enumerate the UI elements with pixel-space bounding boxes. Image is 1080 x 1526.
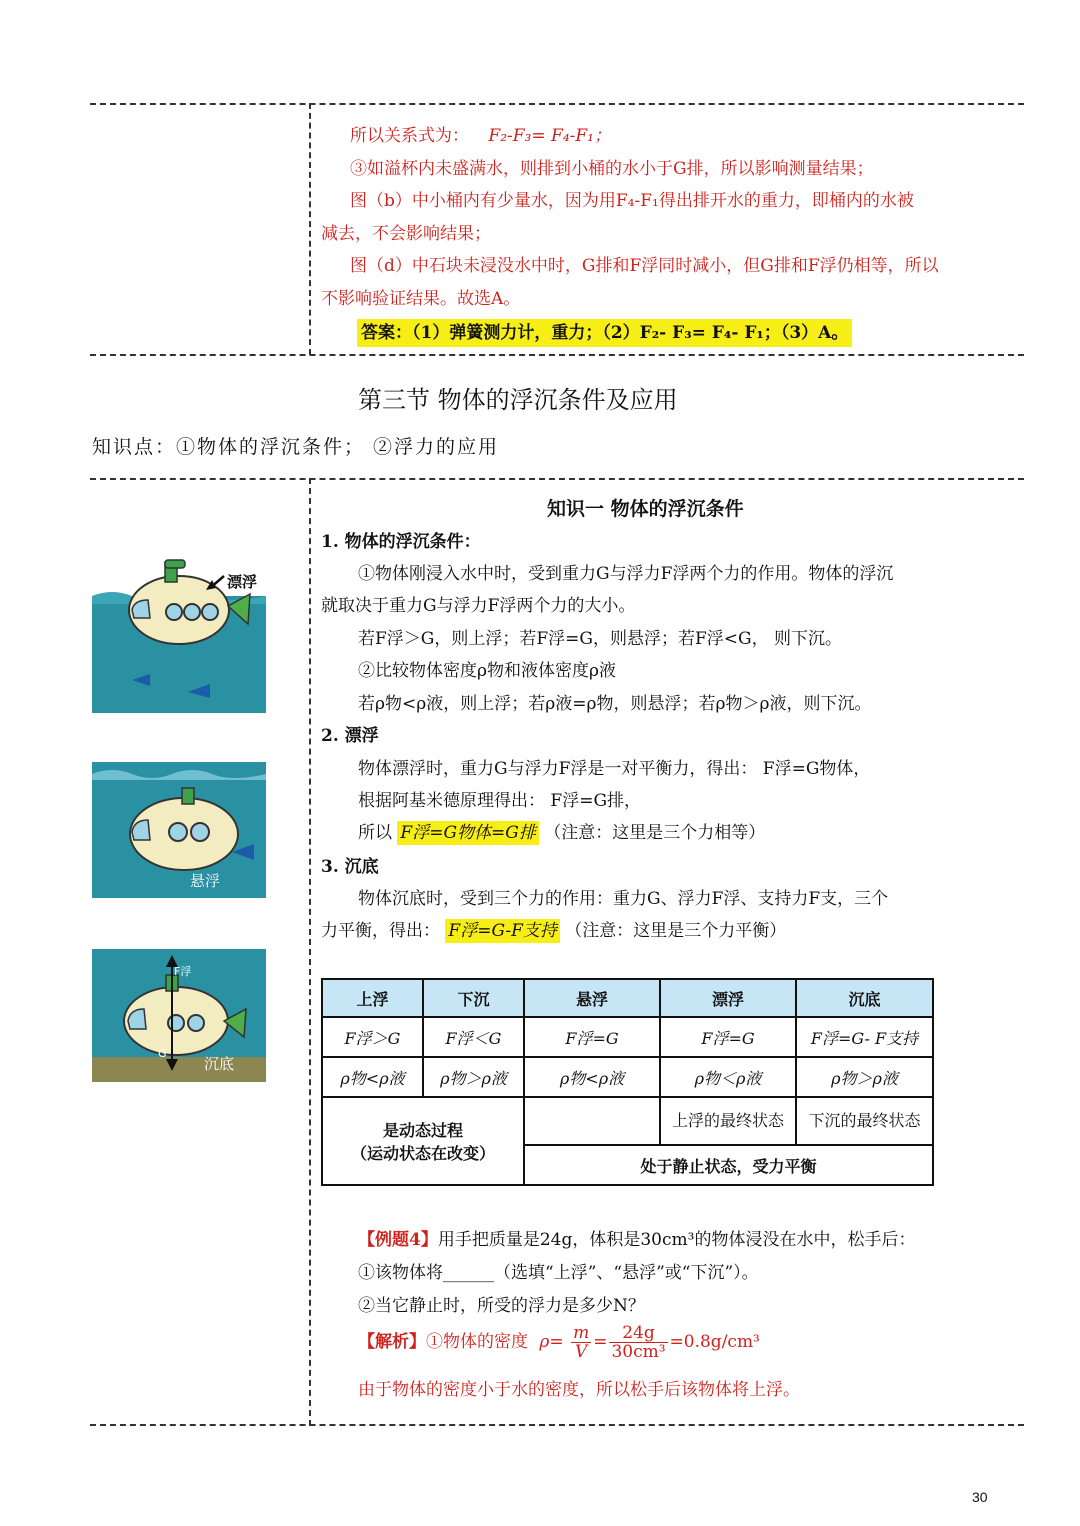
img2-label: 悬浮 [190, 872, 221, 890]
divider-section [90, 478, 1024, 480]
s3-line-1: 物体沉底时，受到三个力的作用：重力G、浮力F浮、支持力F支，三个 [358, 889, 889, 909]
table-header: 沉底 [796, 979, 933, 1017]
submarine-sinking-image [92, 949, 266, 1082]
s3-title: 3. 沉底 [321, 857, 379, 877]
table-row [322, 1097, 933, 1145]
example-question-2: ②当它静止时，所受的浮力是多少N？ [358, 1296, 645, 1316]
table-cell: F浮=G [660, 1017, 796, 1057]
section-title: 第三节 物体的浮沉条件及应用 [358, 386, 678, 414]
sinking-formula-highlight: F浮=G-F支持 [445, 919, 559, 943]
divider-bottom [90, 1424, 1024, 1426]
table-row [322, 1057, 933, 1097]
floating-formula-highlight: F浮=G物体=G排 [397, 821, 538, 845]
solution-line-5: 图（d）中石块未浸没水中时，G排和F浮同时减小，但G排和F浮仍相等，所以 [350, 256, 939, 276]
dynamic-process-cell: 是动态过程 （运动状态在改变） [322, 1097, 524, 1185]
answer-highlight: 答案：（1）弹簧测力计，重力；（2）F₂- F₃= F₄- F₁；（3）A。 [357, 319, 852, 347]
img3-force-top: F浮 [174, 965, 192, 978]
static-state-cell: 处于静止状态，受力平衡 [524, 1145, 933, 1185]
s1-line-2: 就取决于重力G与浮力F浮两个力的大小。 [321, 596, 636, 616]
analysis-label: 【解析】 [358, 1332, 426, 1352]
img3-force-bottom: G [158, 1047, 167, 1060]
solution-line-2: ③如溢杯内未盛满水，则排到小桶的水小于G排，所以影响测量结果； [350, 159, 874, 179]
submarine-suspended-image [92, 762, 266, 898]
table-cell: ρ物＞ρ液 [796, 1057, 933, 1097]
density-fraction-2: $\frac{24g}{\text{30cm³}}$ [611, 1323, 666, 1362]
s1-line-1: ①物体刚浸入水中时，受到重力G与浮力F浮两个力的作用。物体的浮沉 [358, 564, 894, 584]
divider-vertical-top [309, 103, 311, 355]
table-cell: F浮＜G [423, 1017, 524, 1057]
table-cell: F浮=G- F支持 [796, 1017, 933, 1057]
img1-label: 漂浮 [227, 573, 258, 591]
table-header-row [322, 979, 933, 1017]
table-cell: ρ物＜ρ液 [660, 1057, 796, 1097]
solution-line-4: 减去，不会影响结果； [321, 224, 491, 244]
img3-label: 沉底 [204, 1055, 235, 1073]
divider-vertical-main [309, 478, 311, 1426]
s1-line-5: 若ρ物<ρ液，则上浮；若ρ液=ρ物，则悬浮；若ρ物＞ρ液，则下沉。 [358, 694, 872, 714]
example-question-1: ①该物体将______（选填“上浮”、“悬浮”或“下沉”）。 [358, 1263, 759, 1283]
conclusion-line: 由于物体的密度小于水的密度，所以松手后该物体将上浮。 [358, 1380, 800, 1400]
s2-line-2: 根据阿基米德原理得出： F浮=G排， [358, 791, 642, 811]
sink-final-cell: 下沉的最终状态 [796, 1097, 933, 1145]
table-header: 悬浮 [524, 979, 660, 1017]
table-header: 上浮 [322, 979, 423, 1017]
solution-line-6: 不影响验证结果。故选A。 [321, 289, 521, 309]
example-title: 【例题4】 [358, 1230, 438, 1250]
table-cell: ρ物<ρ液 [524, 1057, 660, 1097]
knowledge-points: 知识点：①物体的浮沉条件； ②浮力的应用 [92, 436, 500, 458]
density-fraction-1: $\frac{m}{V}$ [573, 1323, 590, 1362]
divider-top [90, 103, 1024, 105]
s3-line-2: 力平衡，得出： F浮=G-F支持 （注意：这里是三个力平衡） [321, 921, 787, 941]
table-cell: ρ物＞ρ液 [423, 1057, 524, 1097]
table-cell: ρ物<ρ液 [322, 1057, 423, 1097]
solution-line-1: 所以关系式为： F₂-F₃= F₄-F₁； [350, 126, 611, 146]
table-row [322, 1017, 933, 1057]
table-cell: F浮＞G [322, 1017, 423, 1057]
relation-formula: F₂-F₃= F₄-F₁； [488, 126, 611, 146]
s2-title: 2. 漂浮 [321, 726, 379, 746]
s1-title: 1. 物体的浮沉条件： [321, 532, 481, 552]
floating-conditions-table [321, 978, 934, 1186]
submarine-floating-image [92, 554, 266, 713]
divider-mid [90, 354, 1024, 356]
s2-line-3: 所以 F浮=G物体=G排 （注意：这里是三个力相等） [358, 823, 766, 843]
knowledge-heading: 知识一 物体的浮沉条件 [547, 498, 744, 520]
table-header: 下沉 [423, 979, 524, 1017]
table-cell: F浮=G [524, 1017, 660, 1057]
table-cell-empty [524, 1097, 660, 1145]
table-header: 漂浮 [660, 979, 796, 1017]
example-stem: 【例题4】用手把质量是24g，体积是30cm³的物体浸没在水中，松手后： [358, 1230, 916, 1250]
float-final-cell: 上浮的最终状态 [660, 1097, 796, 1145]
s1-line-3: 若F浮＞G，则上浮；若F浮=G，则悬浮；若F浮<G， 则下沉。 [358, 629, 843, 649]
solution-line-3: 图（b）中小桶内有少量水，因为用F₄-F₁得出排开水的重力，即桶内的水被 [350, 191, 914, 211]
s1-line-4: ②比较物体密度ρ物和液体密度ρ液 [358, 661, 616, 681]
s2-line-1: 物体漂浮时，重力G与浮力F浮是一对平衡力，得出： F浮=G物体， [358, 759, 871, 779]
page-number: 30 [972, 1489, 988, 1505]
analysis-line: 【解析】①物体的密度 ρ= $\frac{m}{V}$ = $\frac{24g}{\text{30cm³}}$ =0.8g/cm³ [358, 1323, 760, 1362]
